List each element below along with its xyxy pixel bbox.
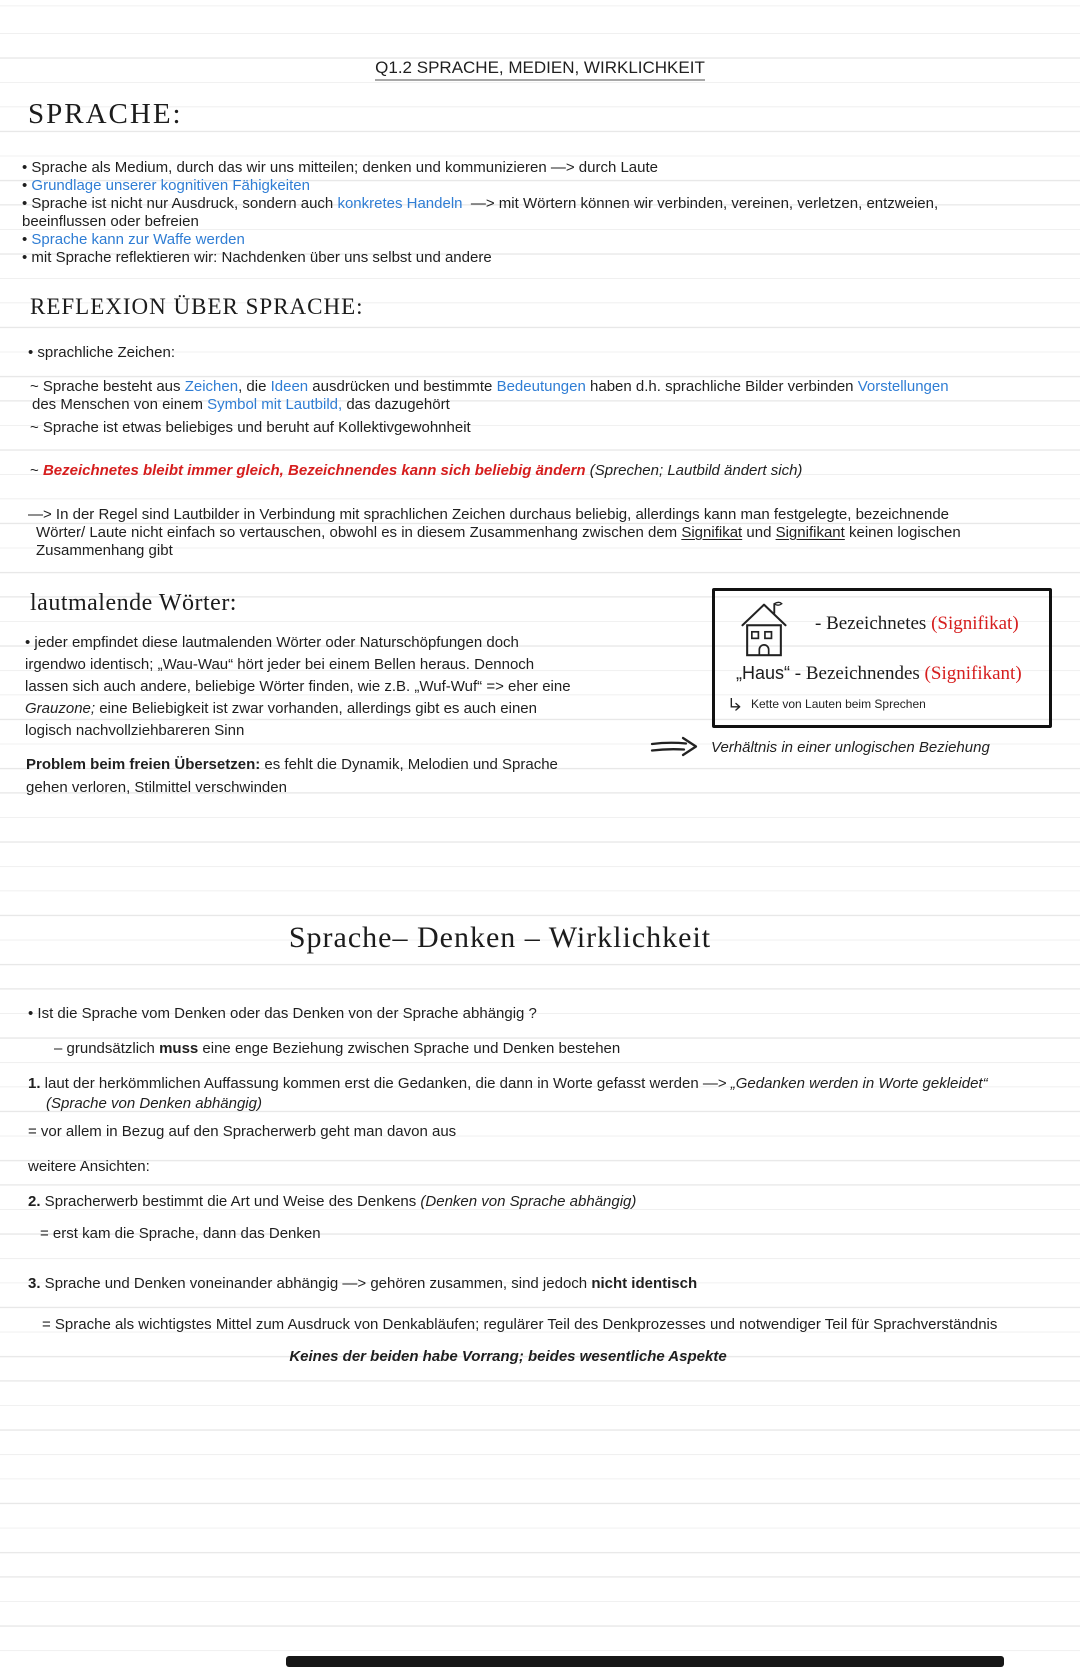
page-title-text: Q1.2 SPRACHE, MEDIEN, WIRKLICHKEIT	[375, 58, 705, 81]
note-line: • Sprache als Medium, durch das wir uns mitteilen; denken und kommunizieren —> durch Laute	[22, 159, 658, 176]
note-line: gehen verloren, Stilmittel verschwinden	[26, 779, 287, 796]
section-heading-sdw: Sprache– Denken – Wirklichkeit	[288, 921, 712, 954]
note-line: 2. Spracherwerb bestimmt die Art und Weise des Denkens (Denken von Sprache abhängig)	[28, 1193, 637, 1210]
section-heading-sprache: SPRACHE:	[28, 98, 183, 130]
page-title	[0, 58, 1080, 81]
section-heading-lautmalende: lautmalende Wörter:	[30, 590, 237, 616]
note-line: • Grundlage unserer kognitiven Fähigkeiten	[22, 177, 310, 194]
note-line: des Menschen von einem Symbol mit Lautbild, das dazugehört	[32, 396, 450, 413]
note-line: (Sprache von Denken abhängig)	[46, 1095, 262, 1112]
double-arrow-icon	[650, 736, 700, 758]
note-line: irgendwo identisch; „Wau-Wau“ hört jeder bei einem Bellen heraus. Dennoch	[25, 656, 535, 673]
note-line: ~ Sprache ist etwas beliebiges und beruht auf Kollektivgewohnheit	[30, 419, 471, 436]
relation-text: Verhältnis in einer unlogischen Beziehung	[711, 738, 990, 756]
kette-note	[729, 697, 926, 711]
note-line: – grundsätzlich muss eine enge Beziehung zwischen Sprache und Denken bestehen	[54, 1040, 621, 1057]
note-line: Wörter/ Laute nicht einfach so vertauschen, obwohl es in diesem Zusammenhang zwischen dem Signifikat und Signifikant keinen logischen	[36, 524, 961, 541]
note-line: = vor allem in Bezug auf den Spracherwerb geht man davon aus	[28, 1123, 457, 1140]
note-line-conclusion: Keines der beiden habe Vorrang; beides wesentliche Aspekte	[289, 1348, 727, 1365]
note-line: logisch nachvollziehbareren Sinn	[25, 722, 245, 739]
note-line: • jeder empfindet diese lautmalenden Wörter oder Naturschöpfungen doch	[25, 634, 519, 651]
note-line: weitere Ansichten:	[28, 1158, 150, 1175]
note-line: ~ Sprache besteht aus Zeichen, die Ideen ausdrücken und bestimmte Bedeutungen haben d.h. sprachliche Bilder verbinden Vorstellungen	[30, 378, 949, 395]
note-line-red: ~ Bezeichnetes bleibt immer gleich, Bezeichnendes kann sich beliebig ändern (Sprechen; Lautbild ändert sich)	[30, 462, 803, 479]
note-line: • Sprache kann zur Waffe werden	[22, 231, 245, 248]
note-line: 1. laut der herkömmlichen Auffassung kommen erst die Gedanken, die dann in Worte gefasst werden —> „Gedanken werden in Worte gekleidet“	[28, 1075, 988, 1092]
signifikat-box	[712, 588, 1052, 728]
note-line: lassen sich auch andere, beliebige Wörter finden, wie z.B. „Wuf-Wuf“ => eher eine	[25, 678, 571, 695]
note-line: —> In der Regel sind Lautbilder in Verbindung mit sprachlichen Zeichen durchaus beliebig, allerdings kann man festgelegte, bezeichnende	[28, 506, 949, 523]
note-line: • sprachliche Zeichen:	[28, 344, 175, 361]
bottom-bar	[286, 1656, 1004, 1667]
note-line: • mit Sprache reflektieren wir: Nachdenken über uns selbst und andere	[22, 249, 492, 266]
relation-note	[650, 736, 990, 758]
house-icon	[737, 600, 791, 658]
note-line: Zusammenhang gibt	[36, 542, 173, 559]
note-line: = Sprache als wichtigstes Mittel zum Ausdruck von Denkabläufen; regulärer Teil des Denkprozesses und notwendiger Teil für Sprachverständnis	[42, 1316, 998, 1333]
signifikat-label: - Bezeichnetes (Signifikat)	[815, 613, 1019, 634]
section-heading-reflexion: REFLEXION ÜBER SPRACHE:	[30, 294, 364, 319]
return-arrow-icon	[729, 697, 742, 711]
note-line: Problem beim freien Übersetzen: es fehlt die Dynamik, Melodien und Sprache	[26, 756, 558, 773]
note-line: = erst kam die Sprache, dann das Denken	[40, 1225, 321, 1242]
note-line: Grauzone; eine Beliebigkeit ist zwar vorhanden, allerdings gibt es auch einen	[25, 700, 537, 717]
signifikant-label: „Haus“ - Bezeichnendes (Signifikant)	[736, 663, 1022, 684]
note-line: • Ist die Sprache vom Denken oder das Denken von der Sprache abhängig ?	[28, 1005, 537, 1022]
note-line: beeinflussen oder befreien	[22, 213, 199, 230]
kette-text: Kette von Lauten beim Sprechen	[751, 697, 926, 711]
note-line: 3. Sprache und Denken voneinander abhängig —> gehören zusammen, sind jedoch nicht identisch	[28, 1275, 698, 1292]
note-line: • Sprache ist nicht nur Ausdruck, sondern auch konkretes Handeln —> mit Wörtern können wir verbinden, vereinen, verletzen, entzweien,	[22, 195, 939, 212]
